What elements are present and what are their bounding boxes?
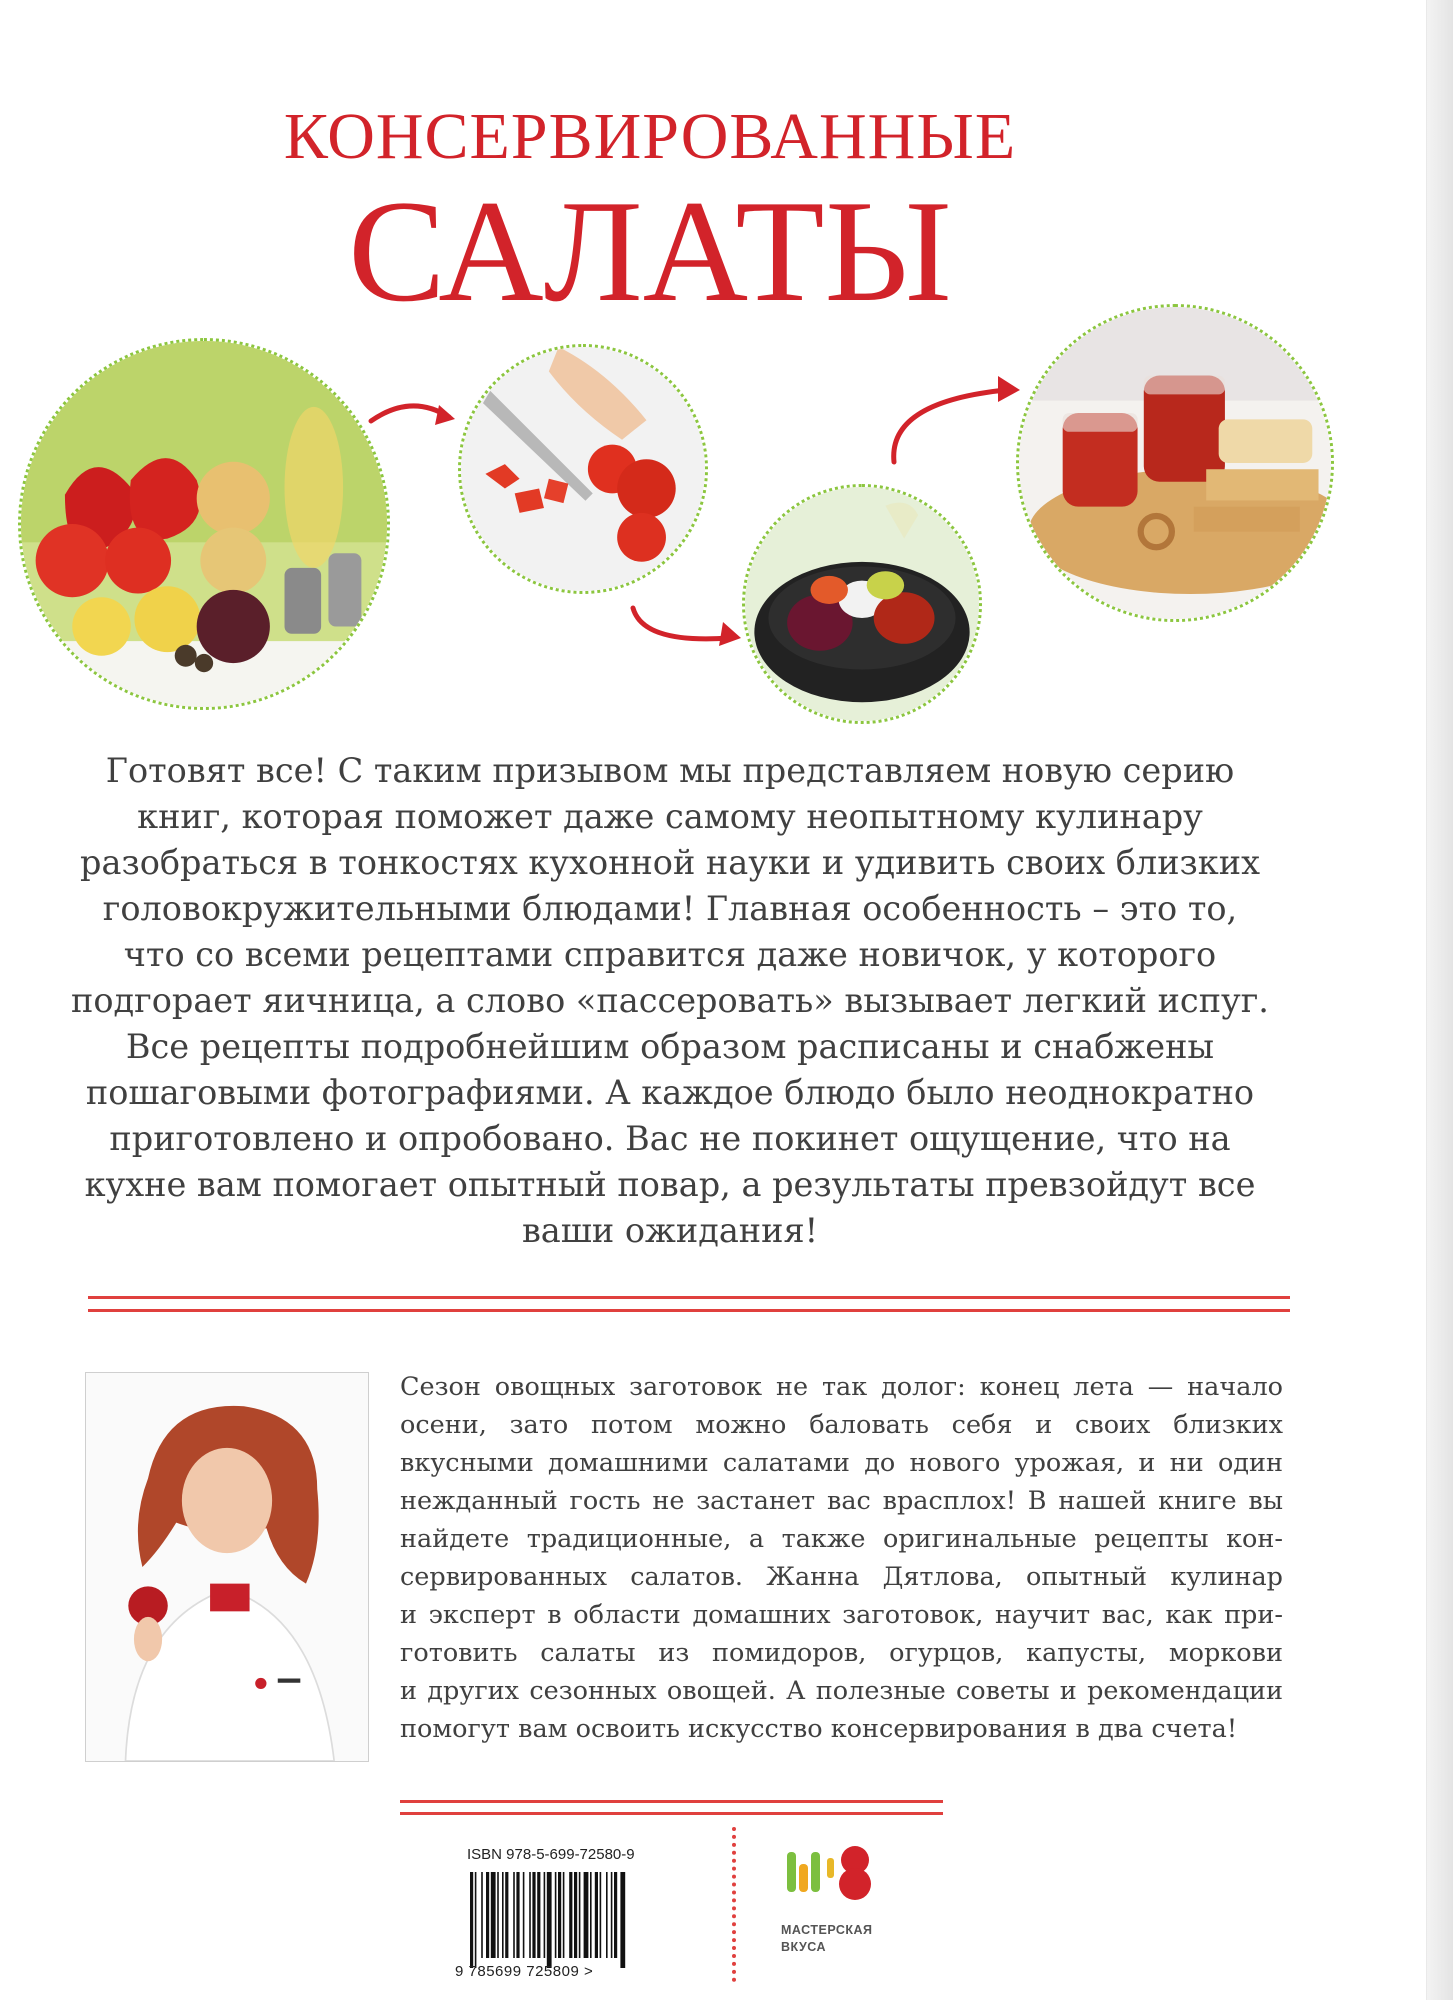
arrow-right-icon <box>625 600 745 650</box>
author-photo <box>85 1372 369 1762</box>
slicing-tomato-photo <box>458 344 708 594</box>
intro-line: головокружительными блюдами! Главная особенность – это то, <box>102 889 1238 928</box>
publisher-name-line2: ВКУСА <box>781 1940 826 1954</box>
intro-line: Готовят все! С таким призывом мы представляем новую серию <box>105 751 1235 790</box>
about-line: и других сезонных овощей. А полезные советы и рекомендации <box>400 1676 1283 1706</box>
publisher-logo-text <box>781 1922 873 1956</box>
intro-line: кухне вам помогает опытный повар, а результаты превзойдут все <box>84 1165 1256 1204</box>
barcode-digits: 9 785699 725809 > <box>455 1963 594 1980</box>
barcode <box>466 1872 704 1968</box>
about-line: помогут вам освоить искусство консервирования в два счета! <box>400 1714 1238 1744</box>
title-line-1: КОНСЕРВИРОВАННЫЕ <box>283 100 1017 173</box>
intro-line: что со всеми рецептами справится даже новичок, у которого <box>123 935 1217 974</box>
about-line: вкусными домашними салатами до нового урожая, и ни один <box>400 1448 1283 1478</box>
jars-with-salad-photo <box>1016 304 1334 622</box>
about-line: и эксперт в области домашних заготовок, научит вас, как при- <box>400 1600 1283 1630</box>
intro-line: книг, которая поможет даже самому неопытному кулинару <box>137 797 1203 836</box>
about-line: нежданный гость не застанет вас врасплох! В нашей книге вы <box>400 1486 1283 1516</box>
intro-text <box>70 748 1270 1254</box>
intro-line: подгорает яичница, а слово «пассеровать» вызывает легкий испуг. <box>71 981 1269 1020</box>
book-spine-edge <box>1426 0 1453 2000</box>
pot-with-vegetables-photo <box>742 484 982 724</box>
dotted-divider <box>732 1827 736 1982</box>
about-line: готовить салаты из помидоров, огурцов, капусты, моркови <box>400 1638 1283 1668</box>
about-line: сервированных салатов. Жанна Дятлова, опытный кулинар <box>400 1562 1283 1592</box>
title-line-2: САЛАТЫ <box>348 170 952 332</box>
divider-rule <box>400 1800 943 1803</box>
divider-rule <box>400 1812 943 1815</box>
divider-rule <box>88 1309 1290 1312</box>
arrow-right-icon <box>365 395 465 435</box>
intro-line: ваши ожидания! <box>521 1211 819 1250</box>
about-line: осени, зато потом можно баловать себя и своих близких <box>400 1410 1283 1440</box>
arrow-up-right-icon <box>880 370 1030 470</box>
intro-line: разобраться в тонкостях кухонной науки и удивить своих близких <box>80 843 1260 882</box>
isbn-label: ISBN 978-5-699-72580-9 <box>467 1846 635 1863</box>
about-line: найдете традиционные, а также оригинальные рецепты кон- <box>400 1524 1283 1554</box>
intro-line: приготовлено и опробовано. Вас не покинет ощущение, что на <box>109 1119 1231 1158</box>
vegetables-photo <box>18 338 390 710</box>
intro-line: Все рецепты подробнейшим образом расписаны и снабжены <box>125 1027 1215 1066</box>
publisher-name-line1: МАСТЕРСКАЯ <box>781 1923 873 1937</box>
divider-rule <box>88 1296 1290 1299</box>
publisher-logo <box>785 1838 905 1908</box>
intro-line: пошаговыми фотографиями. А каждое блюдо было неоднократно <box>85 1073 1255 1112</box>
about-text <box>400 1368 1283 1748</box>
about-line: Сезон овощных заготовок не так долог: конец лета — начало <box>400 1372 1283 1402</box>
